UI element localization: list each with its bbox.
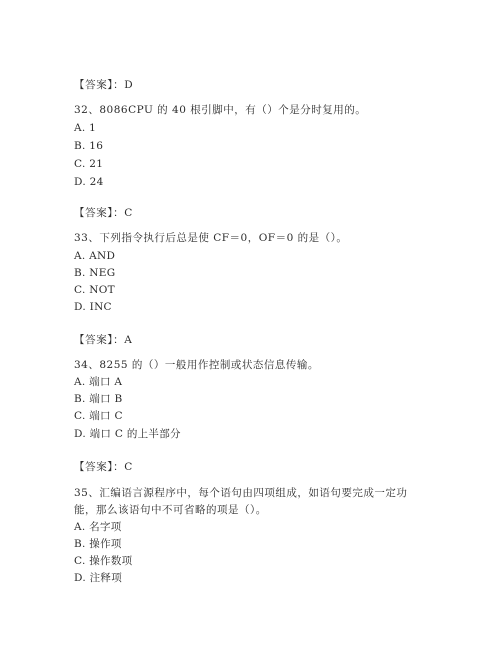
q33-option-d: D. INC [74, 301, 112, 313]
q33-option-a: A. AND [74, 250, 116, 262]
answer-label: 【答案】：C [74, 461, 133, 473]
q34-option-c: C. 端口 C [74, 410, 123, 422]
q35-option-d: D. 注释项 [74, 572, 123, 584]
q33-option-b: B. NEG [74, 267, 116, 279]
q32-option-b: B. 16 [74, 140, 104, 152]
q34-option-a: A. 端口 A [74, 376, 123, 388]
answer-label: 【答案】：C [74, 207, 133, 219]
q35-option-a: A. 名字项 [74, 521, 122, 533]
q33-option-c: C. NOT [74, 284, 115, 296]
question-34-stem: 34、8255 的（）一般用作控制或状态信息传输。 [74, 359, 319, 371]
question-35-stem-line2: 能，那么该语句中不可省略的项是（）。 [74, 504, 267, 516]
question-35-stem-line1: 35、汇编语言源程序中，每个语句由四项组成，如语句要完成一定功 [74, 487, 408, 499]
q32-option-d: D. 24 [74, 176, 104, 188]
answer-label: 【答案】：A [74, 334, 133, 346]
answer-label: 【答案】：D [74, 79, 134, 91]
question-33-stem: 33、下列指令执行后总是使 CF＝0，OF＝0 的是（）。 [74, 232, 348, 244]
q35-option-c: C. 操作数项 [74, 555, 133, 567]
q32-option-a: A. 1 [74, 122, 97, 134]
question-32-stem: 32、8086CPU 的 40 根引脚中，有（）个是分时复用的。 [74, 104, 367, 116]
q35-option-b: B. 操作项 [74, 538, 122, 550]
q34-option-d: D. 端口 C 的上半部分 [74, 428, 181, 440]
q32-option-c: C. 21 [74, 158, 104, 170]
q34-option-b: B. 端口 B [74, 393, 123, 405]
